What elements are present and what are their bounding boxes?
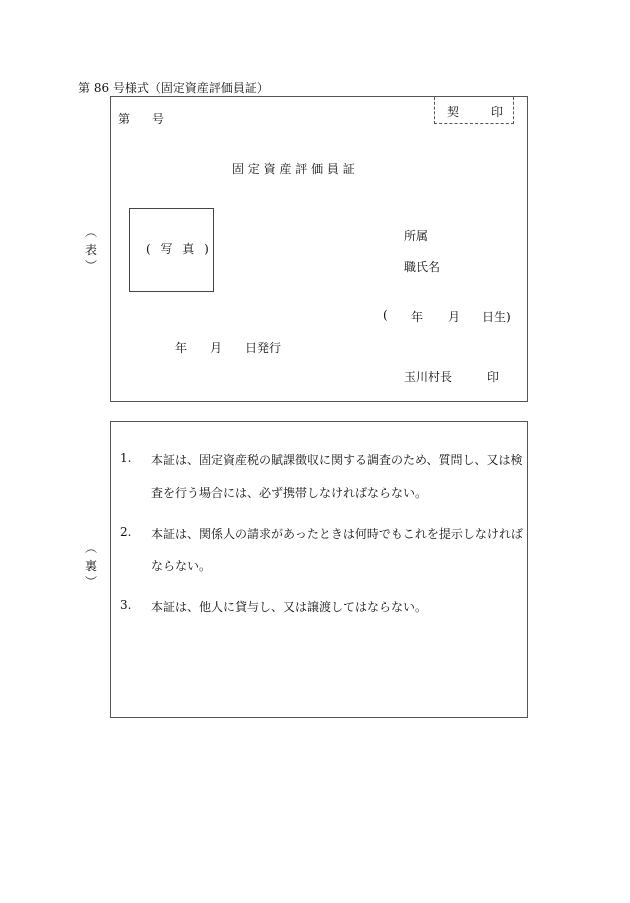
back-side-char: 裏 [84,559,97,573]
item-3-number: 3. [120,598,132,612]
issuer-seal: 印 [487,370,500,384]
seal-box [434,97,514,124]
item-1-number: 1. [120,451,132,465]
number-go: 号 [152,112,165,126]
seal-char-2: 印 [491,105,504,119]
birth-day: 日生) [482,310,511,324]
birth-year: 年 [411,310,424,324]
front-side-label [84,226,98,274]
item-3-line-1: 本証は、他人に貸与し、又は譲渡してはならない。 [151,600,428,614]
front-card [110,96,528,402]
front-side-paren-top: ︵ [84,225,97,239]
item-2-line-2: ならない。 [151,559,212,573]
issue-month: 月 [210,341,223,355]
birth-month: 月 [448,310,461,324]
seal-char-1: 契 [447,105,460,119]
front-side-paren-bottom: ︶ [84,259,97,273]
back-card [110,421,528,718]
card-heading: 固 定 資 産 評 価 員 証 [232,162,355,176]
photo-box [129,208,214,292]
photo-label: ( 写 真 ) [146,242,212,256]
issuer-title: 玉川村長 [404,370,453,384]
back-side-paren-top: ︵ [84,541,97,555]
item-2-number: 2. [120,525,132,539]
issue-year: 年 [175,341,188,355]
affiliation-label: 所属 [404,229,429,243]
form-title: 第 86 号様式（固定資産評価員証） [78,81,269,95]
back-side-label [84,542,98,590]
birth-open: ( [383,308,388,322]
back-side-paren-bottom: ︶ [84,575,97,589]
name-label: 職氏名 [404,260,441,274]
item-2-line-1: 本証は、関係人の請求があったときは何時でもこれを提示しなければ [151,527,523,541]
number-dai: 第 [118,112,131,126]
item-1-line-2: 査を行う場合には、必ず携帯しなければならない。 [151,486,428,500]
front-side-char: 表 [84,243,97,257]
item-1-line-1: 本証は、固定資産税の賦課徴収に関する調査のため、質問し、又は検 [151,453,523,467]
issue-day: 日発行 [245,341,282,355]
